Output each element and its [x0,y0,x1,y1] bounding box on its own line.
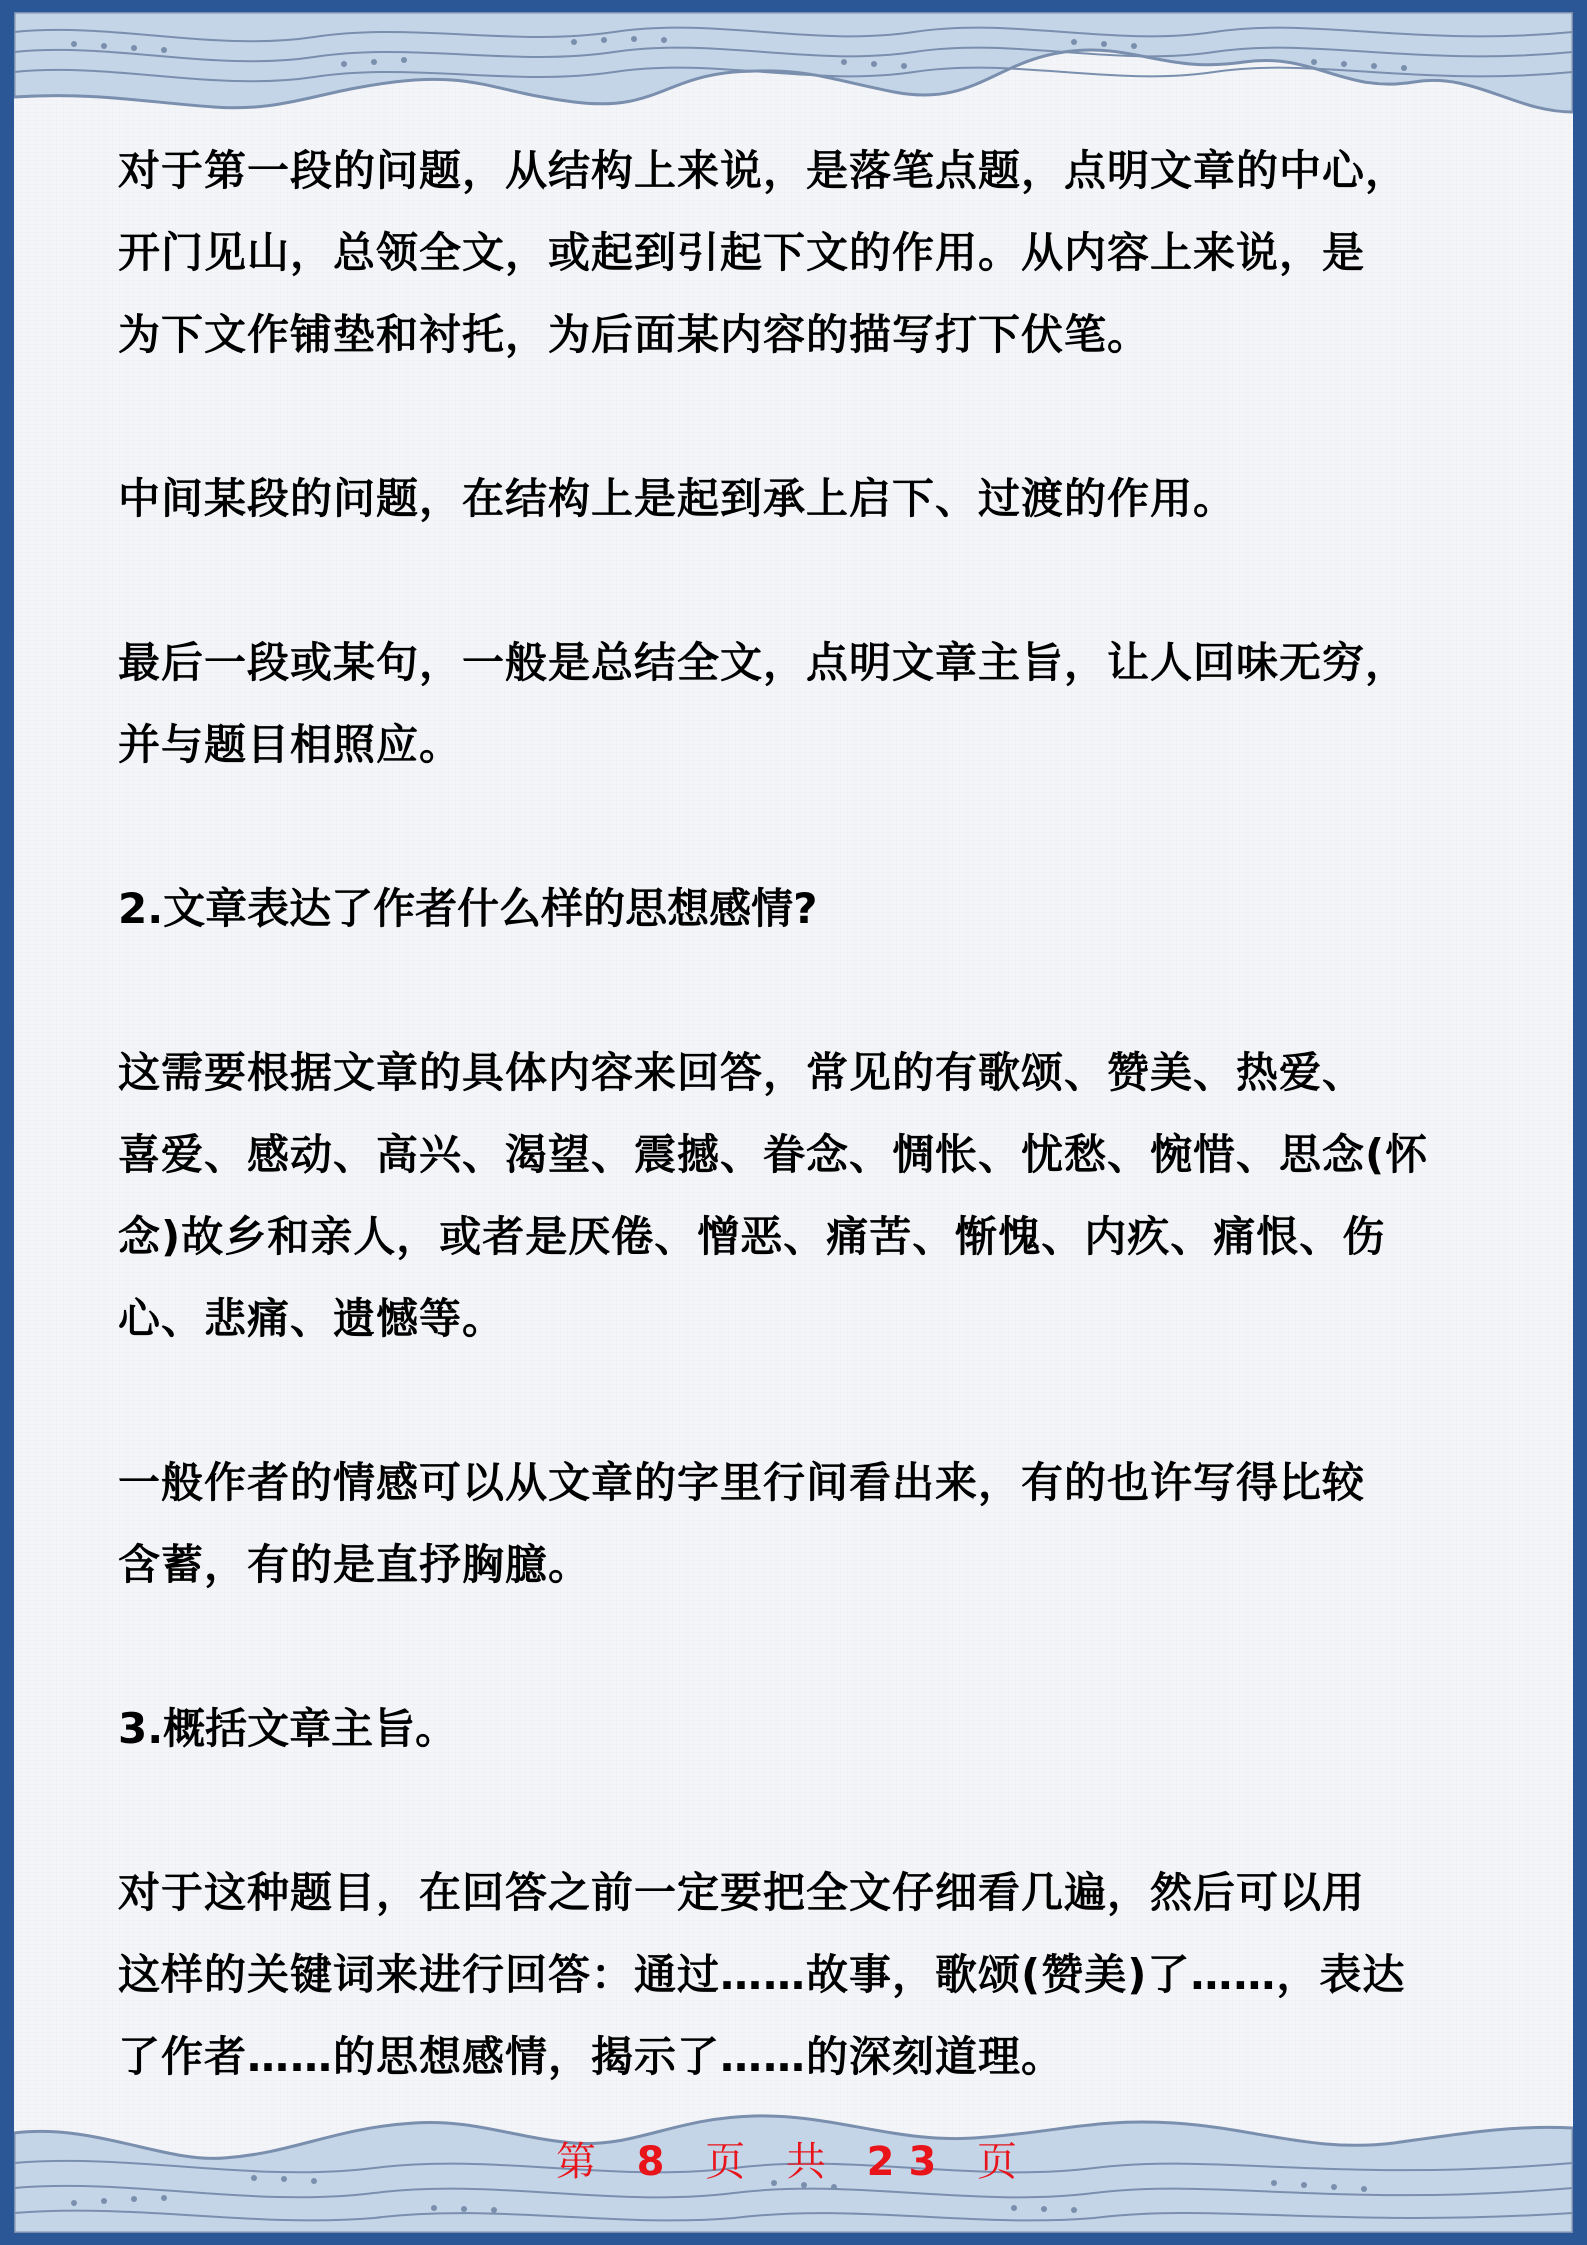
paragraph-last-section: 最后一段或某句，一般是总结全文，点明文章主旨，让人回味无穷， 并与题目相照应。 [118,638,1409,769]
page-number-footer [14,2130,1573,2187]
footer-middle: 页 共 [705,2139,840,2185]
paragraph-first-section: 对于第一段的问题，从结构上来说，是落笔点题，点明文章的中心， 开门见山，总领全文，或起到引起下文的作用。从内容上来说，是 为下文作铺垫和衬托，为后面某内容的描写打下伏笔。 [118,146,1409,359]
paragraph-author-emotion: 一般作者的情感可以从文章的字里行间看出来，有的也许写得比较 含蓄，有的是直抒胸臆。 [118,1458,1366,1589]
paragraph-middle-section: 中间某段的问题，在结构上是起到承上启下、过渡的作用。 [118,474,1237,523]
current-page-number: 8 [636,2139,679,2185]
footer-prefix: 第 [555,2139,610,2185]
document-page [14,12,1573,2233]
footer-suffix: 页 [977,2139,1032,2185]
total-pages-number: 23 [866,2139,951,2185]
paragraph-emotions-list: 这需要根据文章的具体内容来回答，常见的有歌颂、赞美、热爱、 喜爱、感动、高兴、渴望、震撼、眷念、惆怅、忧愁、惋惜、思念(怀 念)故乡和亲人，或者是厌倦、憎恶、痛苦、惭愧、内疚、痛恨、伤 心、悲痛、遗憾等。 [118,1048,1429,1343]
question-heading-3: 3.概括文章主旨。 [118,1704,458,1753]
paragraph-main-idea-template: 对于这种题目，在回答之前一定要把全文仔细看几遍，然后可以用 这样的关键词来进行回答：通过……故事，歌颂(赞美)了……，表达 了作者……的思想感情，揭示了……的深刻道理。 [118,1868,1406,2081]
question-heading-2: 2.文章表达了作者什么样的思想感情? [118,884,818,933]
wave-border-top-decoration [14,12,1573,122]
document-body [118,130,1498,2098]
